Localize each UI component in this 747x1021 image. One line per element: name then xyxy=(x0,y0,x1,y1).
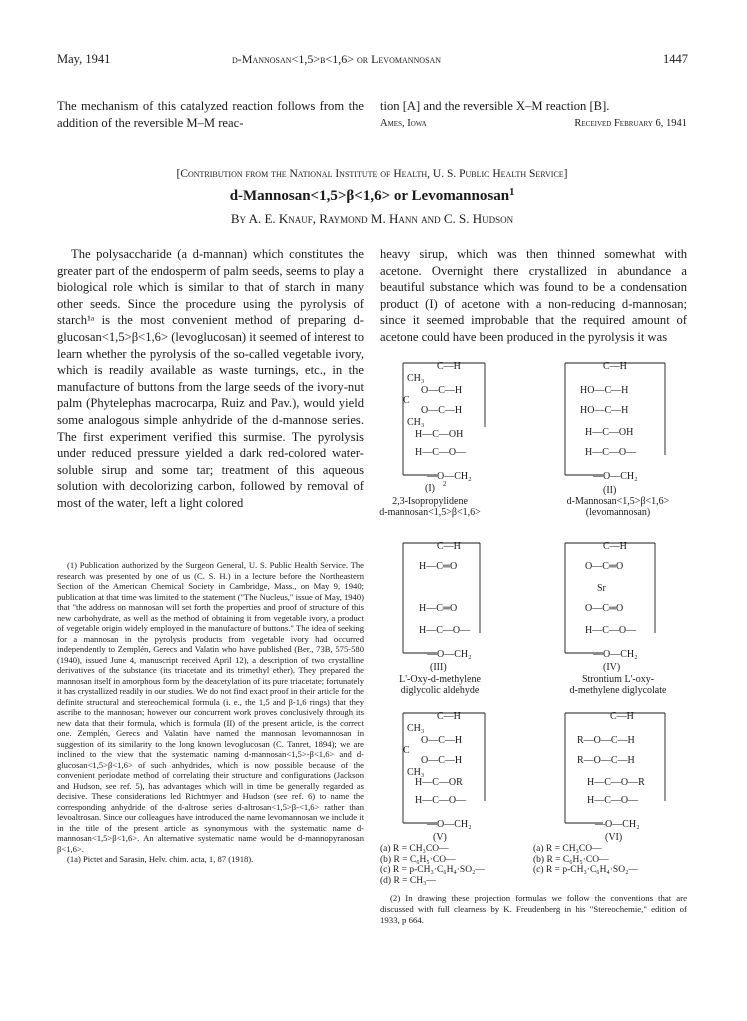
struct-V-c4: H—C—OR xyxy=(415,777,463,788)
struct-IV-c3: O—C═O xyxy=(585,603,624,614)
title-text: d-Mannosan<1,5>β<1,6> or Levomannosan xyxy=(229,188,510,204)
rlist-V-c: (c) R = p-CH₃·C₆H₄·SO₂— xyxy=(380,865,485,876)
prev-article-location: Ames, Iowa xyxy=(380,118,427,129)
struct-I-cmid: C xyxy=(403,395,410,406)
struct-II-name1: d-Mannosan<1,5>β<1,6> xyxy=(566,496,670,507)
struct-VI-c3: R—O—C—H xyxy=(577,755,635,766)
struct-III-num: (III) xyxy=(430,662,447,673)
struct-III-c2: H—C═O xyxy=(419,561,458,572)
footnote-2: (2) In drawing these projection formulas we follow the conventions that are discussed with full clearness by K. Freudenberg in his "Stereochemie," edition of 1933, p 664. xyxy=(380,893,687,925)
struct-VI-num: (VI) xyxy=(605,832,623,843)
article-title xyxy=(57,187,687,205)
struct-II-c4: H—C—OH xyxy=(585,427,634,438)
struct-II-c6: —O—CH₂ xyxy=(593,471,638,482)
struct-I-num: (I) xyxy=(425,483,435,494)
struct-I-c5: H—C—O— xyxy=(415,447,467,458)
contribution-line: [Contribution from the National Institute of Health, U. S. Public Health Service] xyxy=(176,168,568,180)
footnote-1: (1) Publication authorized by the Surgeon General, U. S. Public Health Service. The research was presented by one of us (C. S. H.) in a lecture before the Northeastern Section of the American Chemical Society in Cambridge, Mass., on May 9, 1940; publication at that time was limited to the statement ("The Nucleus," issue of May, 1940) that "the address on mannosan will set forth the properties and proof of structure of this new carbohydrate, as well as the method of obtaining it from vegetable ivory, a product of vegetable origin widely employed in the manufacture of buttons." The idea of seeking for a mannosan in the pyrolysis products from vegetable ivory had occurred independently to Zemplén, Gerecs and Valatin who have published (Ber., 73B, 575-580 (1940), issued June 4, manuscript received April 12), a description of two crystalline derivatives of the substance (its triacetate and its trimethyl ether). They prepared the mannosan itself in amorphous form by the deacetylation of its pure triacetate; fortunately it has crystallized readily in our studies. We do not find exact proof in their article for the definite structural and stereochemical formula (i. e., the 1,5 and β-1,6 rings) that they ascribe to the mannosan; however our concurrent work proves conclusively through its new data that their formula, which is formula (II) of the present article, is the correct one. Zemplén, Gerecs and Valatin have named the mannosan levomannosan in suggestion of its similarity to the long known levoglucosan (C. Tanret, 1894); we are inclined to the view that the systematic naming d-mannosan<1,5>-β<1,6> and d-glucosan<1,5>β<1,6> of such anhydrides, which is now possible because of the convenient periodate method of correlating their structure and configurations (Jackson and Hudson, see ref. 5), has advantages which will in time be generally regarded as decisive. These considerations led Richtmyer and Hudson (see ref. 6) to name the corresponding anhydride of the d-altrose series d-altrosan<1,5>β-<1,6> rather than levoaltrosan. Since our colleagues have introduced the name levomannosan we include it in the title of the present article as synonymous with the systematic name d-mannosan<1,5>β<1,6>. An alternative systematic name would be d-mannopyranosan β<1,6>. xyxy=(57,560,364,854)
structure-V-rlist xyxy=(380,844,530,886)
struct-I-sup: 2 xyxy=(443,480,447,488)
prev-article-left: The mechanism of this catalyzed reaction follows from the addition of the reversible M–M reac- xyxy=(57,99,364,130)
struct-VI-c5: H—C—O— xyxy=(587,795,639,806)
struct-I-name2: d-mannosan<1,5>β<1,6> xyxy=(379,507,481,518)
footnote-1a: (1a) Pictet and Sarasin, Helv. chim. acta, 1, 87 (1918). xyxy=(67,854,254,864)
footnotes-left xyxy=(57,560,364,865)
struct-II-c3: HO—C—H xyxy=(580,405,629,416)
struct-II-name2: (levomannosan) xyxy=(585,507,651,518)
struct-I-c3: O—C—H xyxy=(421,405,463,416)
structure-V xyxy=(403,711,485,843)
structure-I xyxy=(379,361,485,518)
right-column-text xyxy=(380,246,687,346)
struct-VI-c1: C—H xyxy=(610,711,634,722)
struct-III-c3: H—C═O xyxy=(419,603,458,614)
struct-II-c2: HO—C—H xyxy=(580,385,629,396)
struct-V-c6: —O—CH₂ xyxy=(427,819,472,830)
struct-VI-c4: H—C—O—R xyxy=(587,777,645,788)
rlist-VI-c: (c) R = p-CH₃·C₆H₄·SO₂— xyxy=(533,865,638,876)
struct-III-name1: L'-Oxy-d-methylene xyxy=(399,674,481,685)
struct-V-c2: O—C—H xyxy=(421,735,463,746)
rlist-V-d: (d) R = CH₃— xyxy=(380,875,436,886)
structure-III xyxy=(399,541,481,696)
struct-I-ch3a: CH₃ xyxy=(407,373,425,384)
structure-IV xyxy=(565,541,667,696)
struct-I-c4: H—C—OH xyxy=(415,429,464,440)
struct-V-c1: C—H xyxy=(437,711,461,722)
struct-IV-name2: d-methylene diglycolate xyxy=(569,685,667,696)
struct-V-c5: H—C—O— xyxy=(415,795,467,806)
struct-V-ch3a: CH₃ xyxy=(407,723,425,734)
structure-VI xyxy=(565,711,665,843)
rlist-V-a: (a) R = CH₃CO— xyxy=(380,844,449,854)
struct-III-name2: diglycolic aldehyde xyxy=(400,685,480,696)
structure-VI-rlist xyxy=(533,844,687,876)
structure-figures xyxy=(375,355,695,915)
struct-V-c3: O—C—H xyxy=(421,755,463,766)
authors: By A. E. Knauf, Raymond M. Hann and C. S. Hudson xyxy=(230,211,514,226)
header-date: May, 1941 xyxy=(57,52,111,66)
structure-II xyxy=(565,361,670,518)
struct-III-c5: —O—CH₂ xyxy=(427,649,472,660)
struct-VI-c6: —O—CH₂ xyxy=(595,819,640,830)
struct-V-num: (V) xyxy=(433,832,447,843)
rlist-VI-b: (b) R = C₆H₅·CO— xyxy=(533,854,609,865)
struct-IV-c4: H—C—O— xyxy=(585,625,637,636)
struct-IV-name1: Strontium L'-oxy- xyxy=(581,674,655,685)
header-title: d-Mannosan<1,5>β<1,6> or Levomannosan xyxy=(232,52,442,66)
prev-article-received: Received February 6, 1941 xyxy=(574,118,687,129)
struct-I-c2: O—C—H xyxy=(421,385,463,396)
paragraph-continued: heavy sirup, which was then thinned somewhat with acetone. Overnight there crystallized in abundance a beautiful substance which was found to be a condensation product (I) of acetone with a non-reducing d-mannosan; since it seemed improbable that the required amount of acetone could have been produced in the pyrolysis it was xyxy=(380,247,687,344)
rlist-V-b: (b) R = C₆H₅·CO— xyxy=(380,854,456,865)
struct-III-c1: C—H xyxy=(437,541,461,552)
struct-V-cmid: C xyxy=(403,745,410,756)
struct-VI-c2: R—O—C—H xyxy=(577,735,635,746)
page-number: 1447 xyxy=(663,52,688,66)
rlist-VI-a: (a) R = CH₃CO— xyxy=(533,844,602,854)
footnote-2-block xyxy=(380,893,687,926)
struct-IV-num: (IV) xyxy=(603,662,621,673)
struct-IV-sr: Sr xyxy=(597,583,606,594)
struct-II-c1: C—H xyxy=(603,361,627,372)
struct-II-num: (II) xyxy=(603,485,617,496)
struct-V-ch3b: CH₃ xyxy=(407,767,425,778)
struct-I-c6: —O—CH₂ xyxy=(427,471,472,482)
title-footnote-mark: 1 xyxy=(509,187,515,198)
struct-IV-c1: C—H xyxy=(603,541,627,552)
struct-I-ch3b: CH₃ xyxy=(407,417,425,428)
struct-III-c4: H—C—O— xyxy=(419,625,471,636)
struct-IV-c5: —O—CH₂ xyxy=(593,649,638,660)
prev-article-right: tion [A] and the reversible X–M reaction [B]. xyxy=(380,99,610,113)
struct-IV-c2: O—C═O xyxy=(585,561,624,572)
paragraph-intro: The polysaccharide (a d-mannan) which constitutes the greater part of the endosperm of palm seeds, seems to play a biological role which is similar to that of starch in many other seeds. Since the procedure using the pyrolysis of starch¹ᵃ is the most convenient method of preparing d-glucosan<1,5>β<1,6> (levoglucosan) it seemed of interest to learn whether the pyrolysis of the so-called vegetable ivory, which is readily available as waste turnings, etc., in the manufacture of buttons from the large seeds of the ivory-nut palm (Phytelephas macrocarpa, Ruiz and Pav.), would yield some analogous simple anhydride of the d-mannose series. The first experiment verified this surmise. The pyrolysis under reduced pressure yielded a dark red-colored water-soluble sirup and some tar; treatment of this aqueous solution with decolorizing carbon, followed by removal of most of the water, left a light colored xyxy=(57,247,364,510)
struct-I-name1: 2,3-Isopropylidene xyxy=(392,496,468,507)
struct-II-c5: H—C—O— xyxy=(585,447,637,458)
left-column-text xyxy=(57,246,364,512)
struct-I-c1: C—H xyxy=(437,361,461,372)
